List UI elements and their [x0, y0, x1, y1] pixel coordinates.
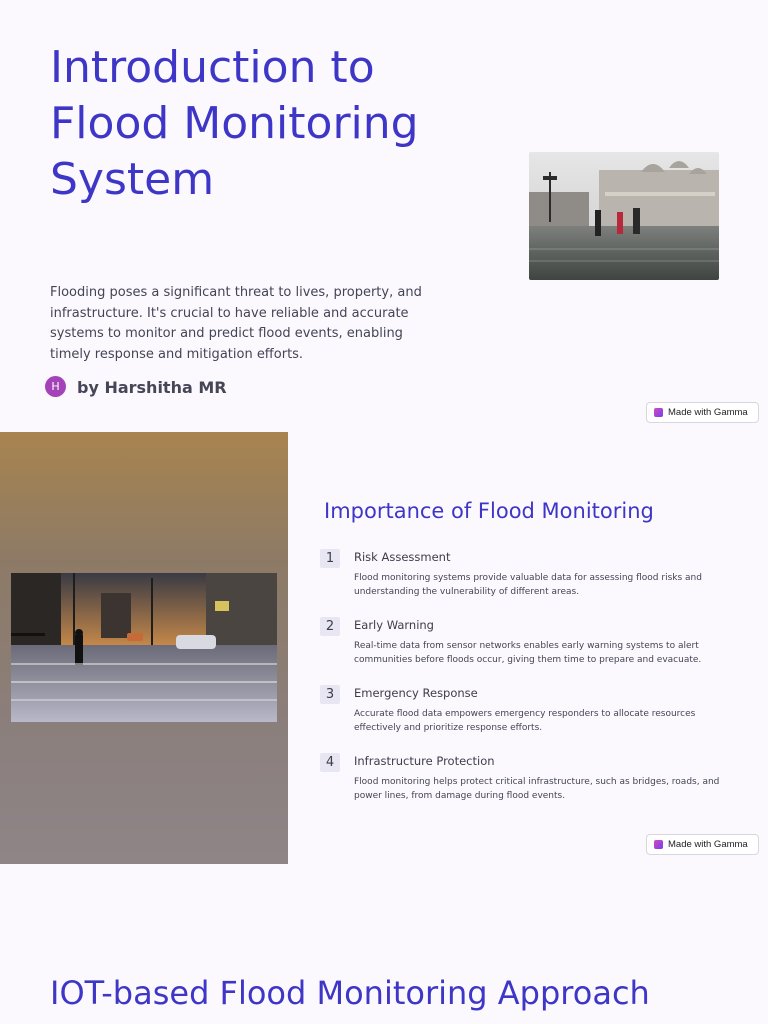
list-item-emergency-response: [320, 684, 740, 752]
author-name: by Harshitha MR: [77, 378, 227, 397]
slide1-description: Flooding poses a significant threat to lives, property, and infrastructure. It's crucial to have reliable and accurate systems to monitor and predict flood events, enabling timely response and mitigation efforts.: [50, 285, 422, 362]
author-byline: [45, 376, 227, 397]
slide1-title: Introduction to Flood Monitoring System: [50, 42, 419, 205]
slide2-title: Importance of Flood Monitoring: [324, 499, 654, 523]
item-title: Emergency Response: [354, 686, 478, 700]
made-with-gamma-label: Made with Gamma: [668, 407, 748, 418]
slide2-side-panel: [0, 432, 288, 864]
item-number: 2: [320, 617, 340, 636]
importance-list: [320, 548, 740, 820]
item-title: Infrastructure Protection: [354, 754, 495, 768]
item-title: Early Warning: [354, 618, 434, 632]
list-item-early-warning: [320, 616, 740, 684]
item-title: Risk Assessment: [354, 550, 451, 564]
flooded-street-night-photo: [11, 573, 277, 722]
item-description: Real-time data from sensor networks enables early warning systems to alert communities before floods occur, giving them time to prepare and evacuate.: [354, 641, 702, 665]
item-number: 4: [320, 753, 340, 772]
gamma-logo-icon: [654, 408, 663, 417]
made-with-gamma-badge[interactable]: [646, 834, 759, 855]
gamma-logo-icon: [654, 840, 663, 849]
item-description: Flood monitoring helps protect critical infrastructure, such as bridges, roads, and power lines, from damage during flood events.: [354, 777, 720, 801]
flooded-square-photo: [529, 152, 719, 280]
list-item-risk-assessment: [320, 548, 740, 616]
author-avatar: H: [45, 376, 66, 397]
made-with-gamma-badge[interactable]: [646, 402, 759, 423]
item-number: 3: [320, 685, 340, 704]
item-description: Accurate flood data empowers emergency responders to allocate resources effectively and prioritize response efforts.: [354, 709, 696, 733]
made-with-gamma-label: Made with Gamma: [668, 839, 748, 850]
list-item-infrastructure-protection: [320, 752, 740, 820]
item-number: 1: [320, 549, 340, 568]
slide3-title: IOT-based Flood Monitoring Approach: [50, 974, 650, 1012]
item-description: Flood monitoring systems provide valuable data for assessing flood risks and understanding the vulnerability of different areas.: [354, 573, 702, 597]
